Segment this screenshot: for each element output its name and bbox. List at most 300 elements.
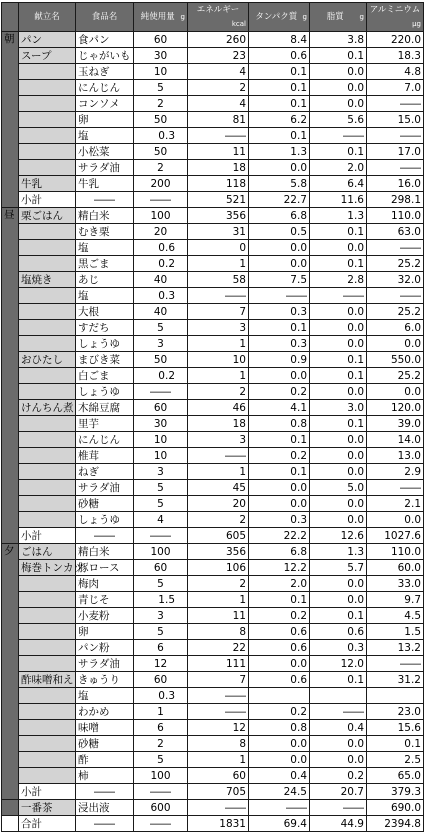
- table-row: [2, 304, 424, 320]
- table-row: [2, 32, 424, 48]
- total-row: [2, 816, 424, 832]
- protein-cell: 0.6: [249, 48, 310, 64]
- aluminum-cell: 220.0: [367, 32, 424, 48]
- protein-cell: 0.1: [249, 592, 310, 608]
- protein-cell: 12.2: [249, 560, 310, 576]
- table-row: [2, 176, 424, 192]
- energy-cell: 3: [188, 432, 249, 448]
- dish-name: [19, 288, 76, 304]
- table-row: [2, 624, 424, 640]
- amount-cell: 3: [134, 608, 188, 624]
- aluminum-cell: 15.0: [367, 112, 424, 128]
- energy-cell: 2: [188, 80, 249, 96]
- protein-cell: 0.2: [249, 448, 310, 464]
- food-name: 卵: [76, 624, 134, 640]
- meal-table-container: [1, 2, 424, 832]
- protein-cell: 6.2: [249, 112, 310, 128]
- energy-cell: 7: [188, 304, 249, 320]
- food-name: 塩: [76, 128, 134, 144]
- food-name: 砂糖: [76, 736, 134, 752]
- dish-name: 梅巻トンカツ: [19, 560, 76, 576]
- protein-cell: 0.6: [249, 640, 310, 656]
- dish-name: 酢味噌和え: [19, 672, 76, 688]
- food-name: しょうゆ: [76, 336, 134, 352]
- aluminum-cell: 18.3: [367, 48, 424, 64]
- food-name: にんじん: [76, 432, 134, 448]
- table-row: [2, 448, 424, 464]
- protein-cell: 8.4: [249, 32, 310, 48]
- total-amount: ――: [134, 816, 188, 832]
- protein-cell: 0.0: [249, 240, 310, 256]
- fat-cell: 0.0: [310, 432, 367, 448]
- aluminum-cell: 2.5: [367, 752, 424, 768]
- meal-label: 夕: [2, 544, 19, 800]
- table-row: [2, 576, 424, 592]
- dish-name: [19, 160, 76, 176]
- dish-name: 一番茶: [19, 800, 76, 816]
- food-name: 白ごま: [76, 368, 134, 384]
- energy-cell: 356: [188, 544, 249, 560]
- energy-cell: 10: [188, 352, 249, 368]
- energy-cell: 1: [188, 592, 249, 608]
- fat-cell: 0.0: [310, 576, 367, 592]
- amount-cell: 0.3: [134, 688, 188, 704]
- table-row: [2, 352, 424, 368]
- dish-name: [19, 576, 76, 592]
- table-row: [2, 64, 424, 80]
- energy-cell: 8: [188, 624, 249, 640]
- header-dish: 献立名: [19, 3, 76, 32]
- protein-cell: 0.0: [249, 752, 310, 768]
- fat-cell: 0.6: [310, 624, 367, 640]
- amount-cell: 5: [134, 320, 188, 336]
- amount-cell: 100: [134, 544, 188, 560]
- dish-name: [19, 656, 76, 672]
- table-row: [2, 112, 424, 128]
- header-amount: 純使用量 g: [134, 3, 188, 32]
- energy-cell: 20: [188, 496, 249, 512]
- subtotal-food: ――: [76, 528, 134, 544]
- food-name: 酢: [76, 752, 134, 768]
- header-corner: [2, 3, 19, 32]
- aluminum-cell: 120.0: [367, 400, 424, 416]
- food-name: 柿: [76, 768, 134, 784]
- fat-cell: 0.1: [310, 352, 367, 368]
- table-row: [2, 496, 424, 512]
- dish-name: [19, 304, 76, 320]
- energy-cell: ――: [188, 800, 249, 816]
- aluminum-cell: 32.0: [367, 272, 424, 288]
- subtotal-fat: 11.6: [310, 192, 367, 208]
- amount-cell: 10: [134, 432, 188, 448]
- amount-cell: 0.3: [134, 128, 188, 144]
- food-name: ねぎ: [76, 464, 134, 480]
- energy-cell: 46: [188, 400, 249, 416]
- energy-cell: 4: [188, 96, 249, 112]
- food-name: 塩: [76, 288, 134, 304]
- amount-cell: 12: [134, 656, 188, 672]
- table-row: [2, 640, 424, 656]
- amount-cell: 0.2: [134, 256, 188, 272]
- amount-cell: ――: [134, 384, 188, 400]
- fat-cell: 0.1: [310, 608, 367, 624]
- fat-cell: 5.7: [310, 560, 367, 576]
- protein-cell: 0.0: [249, 736, 310, 752]
- energy-cell: ――: [188, 448, 249, 464]
- energy-cell: 23: [188, 48, 249, 64]
- aluminum-cell: 65.0: [367, 768, 424, 784]
- fat-cell: 0.0: [310, 320, 367, 336]
- subtotal-fat: 12.6: [310, 528, 367, 544]
- protein-cell: 4.1: [249, 400, 310, 416]
- amount-cell: 1: [134, 704, 188, 720]
- protein-cell: 0.2: [249, 384, 310, 400]
- subtotal-aluminum: 379.3: [367, 784, 424, 800]
- aluminum-cell: 0.0: [367, 384, 424, 400]
- total-food: ――: [76, 816, 134, 832]
- protein-cell: 0.1: [249, 80, 310, 96]
- protein-cell: ――: [249, 288, 310, 304]
- fat-cell: 2.8: [310, 272, 367, 288]
- dish-name: [19, 464, 76, 480]
- protein-cell: 0.0: [249, 160, 310, 176]
- amount-cell: 40: [134, 272, 188, 288]
- table-row: [2, 80, 424, 96]
- fat-cell: 6.4: [310, 176, 367, 192]
- energy-cell: 18: [188, 160, 249, 176]
- table-row: [2, 672, 424, 688]
- table-row: [2, 720, 424, 736]
- amount-cell: 6: [134, 640, 188, 656]
- dish-name: [19, 768, 76, 784]
- fat-cell: 3.8: [310, 32, 367, 48]
- fat-cell: ――: [310, 128, 367, 144]
- protein-cell: 0.1: [249, 320, 310, 336]
- food-name: 小麦粉: [76, 608, 134, 624]
- fat-cell: 0.0: [310, 240, 367, 256]
- dish-name: ごはん: [19, 544, 76, 560]
- table-row: [2, 704, 424, 720]
- protein-cell: 5.8: [249, 176, 310, 192]
- amount-cell: 10: [134, 64, 188, 80]
- food-name: 塩: [76, 688, 134, 704]
- table-row: [2, 432, 424, 448]
- table-row: [2, 144, 424, 160]
- protein-cell: 0.0: [249, 368, 310, 384]
- amount-cell: 60: [134, 400, 188, 416]
- fat-cell: 0.1: [310, 672, 367, 688]
- energy-cell: 11: [188, 144, 249, 160]
- dish-name: [19, 624, 76, 640]
- aluminum-cell: 25.2: [367, 256, 424, 272]
- aluminum-cell: 39.0: [367, 416, 424, 432]
- fat-cell: 0.0: [310, 304, 367, 320]
- amount-cell: 50: [134, 112, 188, 128]
- protein-cell: 0.2: [249, 608, 310, 624]
- protein-cell: 0.4: [249, 768, 310, 784]
- food-name: じゃがいも: [76, 48, 134, 64]
- food-name: 牛乳: [76, 176, 134, 192]
- protein-cell: 6.8: [249, 208, 310, 224]
- amount-cell: 5: [134, 624, 188, 640]
- protein-cell: 7.5: [249, 272, 310, 288]
- food-name: 玉ねぎ: [76, 64, 134, 80]
- dish-name: [19, 432, 76, 448]
- amount-cell: 2: [134, 736, 188, 752]
- energy-cell: 22: [188, 640, 249, 656]
- protein-cell: 1.3: [249, 144, 310, 160]
- food-name: 浸出液: [76, 800, 134, 816]
- amount-cell: 600: [134, 800, 188, 816]
- fat-cell: 0.1: [310, 416, 367, 432]
- amount-cell: 2: [134, 96, 188, 112]
- table-row: [2, 736, 424, 752]
- dish-name: けんちん煮: [19, 400, 76, 416]
- energy-cell: 356: [188, 208, 249, 224]
- fat-cell: 1.3: [310, 208, 367, 224]
- table-row: [2, 768, 424, 784]
- fat-cell: 5.6: [310, 112, 367, 128]
- food-name: 里芋: [76, 416, 134, 432]
- aluminum-cell: 550.0: [367, 352, 424, 368]
- aluminum-cell: 16.0: [367, 176, 424, 192]
- energy-cell: 111: [188, 656, 249, 672]
- dish-name: [19, 256, 76, 272]
- table-row: [2, 512, 424, 528]
- amount-cell: 60: [134, 32, 188, 48]
- subtotal-row: [2, 192, 424, 208]
- amount-cell: 60: [134, 560, 188, 576]
- header-protein: タンパク質 g: [249, 3, 310, 32]
- food-name: しょうゆ: [76, 512, 134, 528]
- total-protein: 69.4: [249, 816, 310, 832]
- dish-name: [19, 80, 76, 96]
- total-aluminum: 2394.8: [367, 816, 424, 832]
- table-row: [2, 336, 424, 352]
- fat-cell: ――: [310, 800, 367, 816]
- table-row: [2, 224, 424, 240]
- protein-cell: 0.6: [249, 672, 310, 688]
- protein-cell: 0.9: [249, 352, 310, 368]
- subtotal-energy: 521: [188, 192, 249, 208]
- dish-name: [19, 640, 76, 656]
- fat-cell: 0.3: [310, 640, 367, 656]
- aluminum-cell: 63.0: [367, 224, 424, 240]
- amount-cell: 3: [134, 464, 188, 480]
- energy-cell: 118: [188, 176, 249, 192]
- food-name: しょうゆ: [76, 384, 134, 400]
- protein-cell: 0.6: [249, 624, 310, 640]
- food-name: サラダ油: [76, 480, 134, 496]
- aluminum-cell: ――: [367, 288, 424, 304]
- aluminum-cell: 23.0: [367, 704, 424, 720]
- amount-cell: 10: [134, 448, 188, 464]
- amount-cell: 4: [134, 512, 188, 528]
- subtotal-protein: 24.5: [249, 784, 310, 800]
- table-body: [2, 32, 424, 832]
- table-row: [2, 208, 424, 224]
- meal-label: 昼: [2, 208, 19, 544]
- energy-cell: 18: [188, 416, 249, 432]
- aluminum-cell: 60.0: [367, 560, 424, 576]
- subtotal-aluminum: 298.1: [367, 192, 424, 208]
- energy-cell: 7: [188, 672, 249, 688]
- table-row: [2, 480, 424, 496]
- food-name: 黒ごま: [76, 256, 134, 272]
- table-row: [2, 800, 424, 816]
- aluminum-cell: ――: [367, 160, 424, 176]
- fat-cell: 0.0: [310, 496, 367, 512]
- dish-name: 栗ごはん: [19, 208, 76, 224]
- food-name: 木綿豆腐: [76, 400, 134, 416]
- fat-cell: 0.0: [310, 448, 367, 464]
- dish-name: [19, 224, 76, 240]
- table-row: [2, 752, 424, 768]
- fat-cell: 0.0: [310, 512, 367, 528]
- table-row: [2, 240, 424, 256]
- dish-name: [19, 496, 76, 512]
- subtotal-energy: 605: [188, 528, 249, 544]
- dish-name: [19, 384, 76, 400]
- food-name: 精白米: [76, 208, 134, 224]
- fat-cell: 0.0: [310, 336, 367, 352]
- aluminum-cell: [367, 688, 424, 704]
- subtotal-label: 小計: [19, 192, 76, 208]
- fat-cell: 0.0: [310, 384, 367, 400]
- amount-cell: 50: [134, 352, 188, 368]
- food-name: 味噌: [76, 720, 134, 736]
- subtotal-energy: 705: [188, 784, 249, 800]
- food-name: まびき菜: [76, 352, 134, 368]
- dish-name: [19, 480, 76, 496]
- fat-cell: 12.0: [310, 656, 367, 672]
- amount-cell: 100: [134, 208, 188, 224]
- energy-cell: 11: [188, 608, 249, 624]
- protein-cell: 0.3: [249, 304, 310, 320]
- amount-cell: 6: [134, 720, 188, 736]
- subtotal-label: 小計: [19, 528, 76, 544]
- dish-name: パン: [19, 32, 76, 48]
- amount-cell: 3: [134, 336, 188, 352]
- amount-cell: 60: [134, 672, 188, 688]
- fat-cell: 0.0: [310, 592, 367, 608]
- dish-name: [19, 128, 76, 144]
- energy-cell: 31: [188, 224, 249, 240]
- dish-name: [19, 320, 76, 336]
- table-row: [2, 48, 424, 64]
- aluminum-cell: ――: [367, 656, 424, 672]
- food-name: 食パン: [76, 32, 134, 48]
- aluminum-cell: 690.0: [367, 800, 424, 816]
- table-row: [2, 560, 424, 576]
- subtotal-row: [2, 784, 424, 800]
- aluminum-cell: 0.0: [367, 512, 424, 528]
- fat-cell: 0.1: [310, 368, 367, 384]
- energy-cell: 2: [188, 576, 249, 592]
- fat-cell: 0.1: [310, 256, 367, 272]
- amount-cell: 30: [134, 416, 188, 432]
- amount-cell: 2: [134, 160, 188, 176]
- energy-cell: 1: [188, 464, 249, 480]
- food-name: 砂糖: [76, 496, 134, 512]
- fat-cell: 0.4: [310, 720, 367, 736]
- protein-cell: 0.2: [249, 704, 310, 720]
- dish-name: [19, 512, 76, 528]
- protein-cell: 0.1: [249, 64, 310, 80]
- dish-name: 塩焼き: [19, 272, 76, 288]
- aluminum-cell: 6.0: [367, 320, 424, 336]
- energy-cell: 0: [188, 240, 249, 256]
- table-row: [2, 544, 424, 560]
- fat-cell: 0.1: [310, 144, 367, 160]
- amount-cell: 5: [134, 80, 188, 96]
- amount-cell: 0.3: [134, 288, 188, 304]
- meal-nutrition-table: [1, 2, 424, 832]
- food-name: 塩: [76, 240, 134, 256]
- food-name: むき栗: [76, 224, 134, 240]
- aluminum-cell: 9.7: [367, 592, 424, 608]
- aluminum-cell: ――: [367, 96, 424, 112]
- header-food: 食品名: [76, 3, 134, 32]
- table-row: [2, 400, 424, 416]
- food-name: きゅうり: [76, 672, 134, 688]
- aluminum-cell: 110.0: [367, 208, 424, 224]
- protein-cell: 0.0: [249, 480, 310, 496]
- energy-cell: 8: [188, 736, 249, 752]
- dish-name: [19, 336, 76, 352]
- energy-cell: ――: [188, 288, 249, 304]
- protein-cell: 0.0: [249, 656, 310, 672]
- fat-cell: 0.1: [310, 48, 367, 64]
- fat-cell: 0.0: [310, 464, 367, 480]
- dish-name: [19, 704, 76, 720]
- amount-cell: 40: [134, 304, 188, 320]
- protein-cell: 0.5: [249, 224, 310, 240]
- dish-name: [19, 608, 76, 624]
- food-name: サラダ油: [76, 160, 134, 176]
- amount-cell: 1.5: [134, 592, 188, 608]
- table-row: [2, 96, 424, 112]
- energy-cell: 58: [188, 272, 249, 288]
- protein-cell: 0.8: [249, 720, 310, 736]
- energy-cell: 1: [188, 368, 249, 384]
- amount-cell: 20: [134, 224, 188, 240]
- subtotal-protein: 22.7: [249, 192, 310, 208]
- aluminum-cell: 31.2: [367, 672, 424, 688]
- header-energy: エネルギー kcal: [188, 3, 249, 32]
- dish-name: [19, 144, 76, 160]
- fat-cell: [310, 688, 367, 704]
- dish-name: [19, 736, 76, 752]
- amount-cell: 100: [134, 768, 188, 784]
- amount-cell: 0.2: [134, 368, 188, 384]
- protein-cell: [249, 688, 310, 704]
- fat-cell: 0.1: [310, 224, 367, 240]
- aluminum-cell: 4.5: [367, 608, 424, 624]
- food-name: すだち: [76, 320, 134, 336]
- aluminum-cell: 14.0: [367, 432, 424, 448]
- food-name: にんじん: [76, 80, 134, 96]
- fat-cell: 3.0: [310, 400, 367, 416]
- dish-name: [19, 448, 76, 464]
- dish-name: [19, 416, 76, 432]
- protein-cell: 0.1: [249, 128, 310, 144]
- aluminum-cell: 110.0: [367, 544, 424, 560]
- table-row: [2, 320, 424, 336]
- total-fat: 44.9: [310, 816, 367, 832]
- table-row: [2, 592, 424, 608]
- subtotal-amount: ――: [134, 528, 188, 544]
